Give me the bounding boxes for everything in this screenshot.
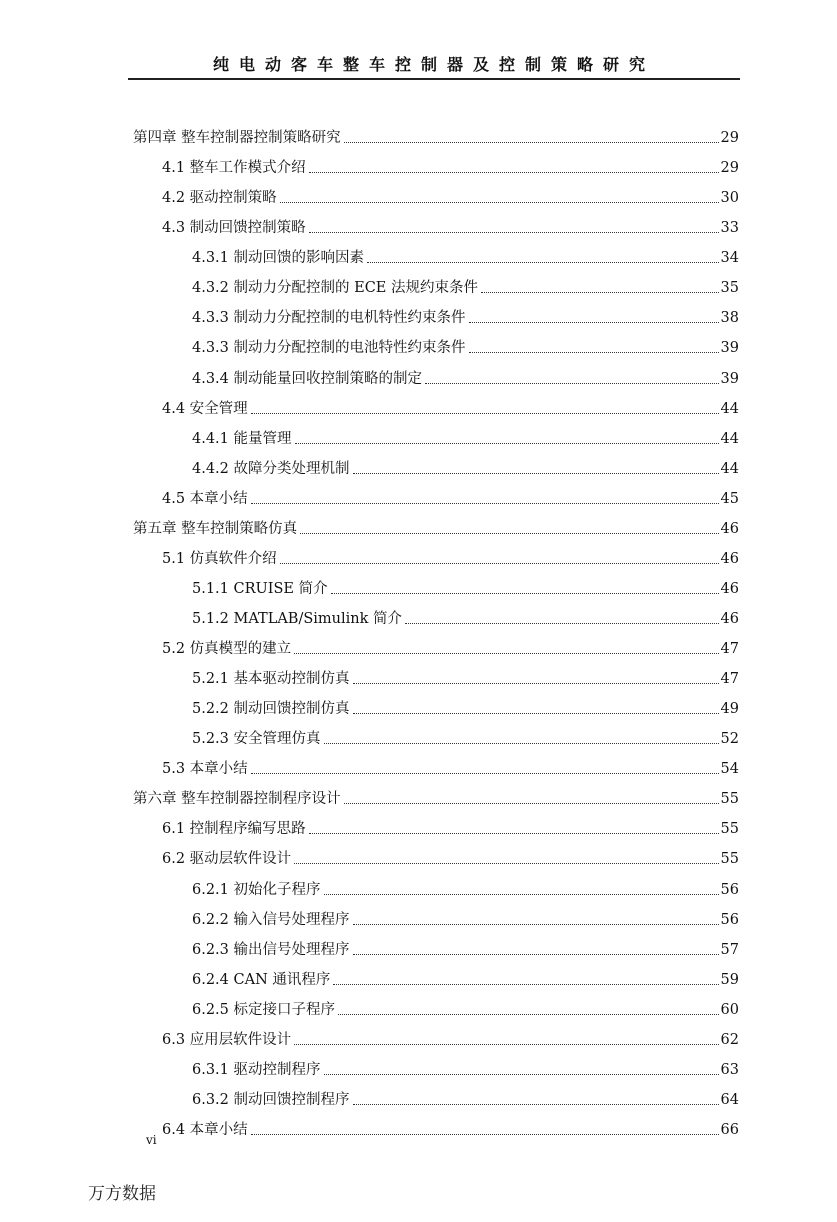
toc-leader-dots xyxy=(353,472,719,474)
toc-entry[interactable] xyxy=(192,273,739,297)
toc-entry-page: 34 xyxy=(720,250,739,267)
toc-leader-dots xyxy=(251,502,719,504)
toc-entry-label: 第四章 整车控制器控制策略研究 xyxy=(133,130,341,146)
toc-entry-label: 6.4 本章小结 xyxy=(162,1122,248,1138)
toc-entry-label: 5.3 本章小结 xyxy=(162,761,248,778)
toc-leader-dots xyxy=(280,201,719,203)
toc-entry-page: 44 xyxy=(720,460,739,477)
toc-entry-page: 64 xyxy=(720,1091,739,1108)
toc-entry-page: 45 xyxy=(720,490,739,507)
toc-entry[interactable] xyxy=(162,1025,739,1049)
toc-entry-page: 35 xyxy=(720,280,739,297)
toc-entry[interactable] xyxy=(192,364,739,388)
toc-leader-dots xyxy=(353,682,719,684)
toc-entry-label: 4.4.1 能量管理 xyxy=(192,430,292,447)
toc-entry[interactable] xyxy=(192,694,739,718)
toc-entry-page: 60 xyxy=(720,1001,739,1018)
page-number: vi xyxy=(146,1133,157,1147)
toc-entry-label: 6.3.1 驱动控制程序 xyxy=(192,1061,321,1078)
toc-entry[interactable] xyxy=(162,394,739,418)
toc-entry[interactable] xyxy=(192,905,739,929)
toc-entry-page: 33 xyxy=(720,220,739,237)
toc-entry-page: 29 xyxy=(720,130,739,146)
toc-leader-dots xyxy=(324,742,719,744)
toc-entry[interactable] xyxy=(192,965,739,989)
toc-entry-page: 55 xyxy=(720,851,739,868)
toc-entry[interactable] xyxy=(192,424,739,448)
toc-entry-page: 46 xyxy=(720,580,739,597)
toc-entry-label: 6.2.4 CAN 通讯程序 xyxy=(192,971,331,988)
toc-entry[interactable] xyxy=(192,574,739,598)
toc-entry-page: 39 xyxy=(720,370,739,387)
toc-entry-label: 6.2.2 输入信号处理程序 xyxy=(192,911,350,928)
toc-entry[interactable] xyxy=(192,454,739,478)
toc-entry[interactable] xyxy=(192,875,739,899)
toc-entry[interactable] xyxy=(162,183,739,207)
toc-entry[interactable] xyxy=(162,213,739,237)
toc-leader-dots xyxy=(300,532,718,534)
toc-entry[interactable] xyxy=(192,243,739,267)
toc-leader-dots xyxy=(324,893,719,895)
toc-leader-dots xyxy=(309,832,719,834)
toc-entry-page: 46 xyxy=(720,550,739,567)
toc-entry-label: 5.1.1 CRUISE 简介 xyxy=(192,580,328,597)
toc-entry[interactable] xyxy=(162,844,739,868)
toc-entry[interactable] xyxy=(192,995,739,1019)
toc-entry-page: 47 xyxy=(720,641,739,657)
toc-entry-page: 38 xyxy=(720,310,739,327)
toc-entry[interactable] xyxy=(133,784,739,808)
toc-leader-dots xyxy=(344,802,719,804)
toc-leader-dots xyxy=(353,953,719,955)
toc-entry[interactable] xyxy=(192,664,739,688)
toc-entry-label: 6.3.2 制动回馈控制程序 xyxy=(192,1091,350,1108)
toc-entry-label: 6.2 驱动层软件设计 xyxy=(162,851,292,868)
toc-leader-dots xyxy=(333,983,718,985)
toc-leader-dots xyxy=(294,652,718,654)
toc-entry-label: 第五章 整车控制策略仿真 xyxy=(133,520,298,537)
toc-entry-label: 5.2.2 制动回馈控制仿真 xyxy=(192,701,350,718)
toc-leader-dots xyxy=(353,923,719,925)
toc-entry-label: 4.3 制动回馈控制策略 xyxy=(162,220,306,237)
toc-leader-dots xyxy=(294,1043,718,1045)
toc-entry-page: 49 xyxy=(720,701,739,718)
toc-entry-label: 4.1 整车工作模式介绍 xyxy=(162,160,306,177)
toc-leader-dots xyxy=(481,291,719,293)
toc-leader-dots xyxy=(425,382,719,384)
toc-entry-page: 47 xyxy=(720,671,739,688)
toc-leader-dots xyxy=(469,321,719,323)
toc-leader-dots xyxy=(309,231,719,233)
toc-leader-dots xyxy=(294,862,718,864)
toc-entry-page: 59 xyxy=(720,971,739,988)
toc-entry-label: 4.3.2 制动力分配控制的 ECE 法规约束条件 xyxy=(192,280,478,297)
toc-leader-dots xyxy=(331,592,719,594)
toc-leader-dots xyxy=(469,351,719,353)
toc-entry[interactable] xyxy=(162,1115,739,1139)
toc-entry-page: 39 xyxy=(720,340,739,357)
toc-leader-dots xyxy=(295,442,719,444)
toc-entry-label: 4.4 安全管理 xyxy=(162,400,248,417)
toc-entry[interactable] xyxy=(162,814,739,838)
toc-entry-page: 29 xyxy=(720,160,739,177)
toc-leader-dots xyxy=(280,562,719,564)
toc-entry[interactable] xyxy=(162,754,739,778)
toc-entry-label: 6.2.3 输出信号处理程序 xyxy=(192,941,350,958)
toc-entry-page: 46 xyxy=(720,611,739,627)
toc-leader-dots xyxy=(353,1103,719,1105)
toc-entry[interactable] xyxy=(162,544,739,568)
toc-entry-label: 6.2.1 初始化子程序 xyxy=(192,881,321,898)
toc-entry-label: 5.2.3 安全管理仿真 xyxy=(192,731,321,748)
toc-entry-page: 63 xyxy=(720,1061,739,1078)
toc-entry-page: 52 xyxy=(720,731,739,748)
toc-entry-page: 55 xyxy=(720,821,739,838)
toc-entry-label: 4.3.3 制动力分配控制的电池特性约束条件 xyxy=(192,340,466,357)
toc-leader-dots xyxy=(338,1013,719,1015)
toc-leader-dots xyxy=(324,1073,719,1075)
toc-entry-page: 44 xyxy=(720,430,739,447)
toc-entry-label: 4.3.3 制动力分配控制的电机特性约束条件 xyxy=(192,310,466,327)
toc-entry-label: 4.3.1 制动回馈的影响因素 xyxy=(192,250,365,267)
toc-entry-page: 55 xyxy=(720,791,739,808)
toc-entry[interactable] xyxy=(133,123,739,147)
toc-entry[interactable] xyxy=(162,484,739,508)
toc-leader-dots xyxy=(344,141,719,143)
toc-leader-dots xyxy=(251,772,719,774)
toc-entry-page: 46 xyxy=(720,520,739,537)
toc-entry-label: 5.1 仿真软件介绍 xyxy=(162,550,277,567)
toc-entry[interactable] xyxy=(192,935,739,959)
running-header: 纯电动客车整车控制器及控制策略研究 xyxy=(212,55,655,74)
toc-entry-label: 5.2 仿真模型的建立 xyxy=(162,641,292,657)
toc-entry-page: 30 xyxy=(720,190,739,207)
toc-entry-page: 54 xyxy=(720,761,739,778)
toc-entry-label: 5.2.1 基本驱动控制仿真 xyxy=(192,671,350,688)
toc-leader-dots xyxy=(251,1133,719,1135)
toc-entry-label: 第六章 整车控制器控制程序设计 xyxy=(133,791,341,808)
toc-entry[interactable] xyxy=(192,604,739,628)
watermark-text: 万方数据 xyxy=(88,1184,156,1204)
toc-entry-page: 66 xyxy=(720,1122,739,1138)
toc-entry[interactable] xyxy=(162,634,739,658)
toc-entry[interactable] xyxy=(192,333,739,357)
toc-entry-label: 4.3.4 制动能量回收控制策略的制定 xyxy=(192,370,423,387)
toc-entry-label: 4.4.2 故障分类处理机制 xyxy=(192,460,350,477)
toc-entry-label: 6.3 应用层软件设计 xyxy=(162,1031,292,1048)
toc-leader-dots xyxy=(405,622,719,624)
toc-entry[interactable] xyxy=(192,303,739,327)
toc-entry-label: 6.1 控制程序编写思路 xyxy=(162,821,306,838)
toc-leader-dots xyxy=(251,412,719,414)
toc-leader-dots xyxy=(309,171,719,173)
toc-entry-label: 4.5 本章小结 xyxy=(162,490,248,507)
toc-entry-page: 62 xyxy=(720,1031,739,1048)
toc-entry-page: 56 xyxy=(720,911,739,928)
toc-entry-page: 56 xyxy=(720,881,739,898)
toc-leader-dots xyxy=(353,712,719,714)
toc-entry[interactable] xyxy=(192,1055,739,1079)
toc-entry[interactable] xyxy=(133,514,739,538)
toc-entry-page: 57 xyxy=(720,941,739,958)
toc-leader-dots xyxy=(367,261,719,263)
toc-entry[interactable] xyxy=(192,724,739,748)
toc-entry-label: 5.1.2 MATLAB/Simulink 简介 xyxy=(192,611,403,627)
toc-entry-page: 44 xyxy=(720,400,739,417)
toc-entry-label: 6.2.5 标定接口子程序 xyxy=(192,1001,336,1018)
toc-entry[interactable] xyxy=(192,1085,739,1109)
toc-entry-label: 4.2 驱动控制策略 xyxy=(162,190,277,207)
toc-entry[interactable] xyxy=(162,153,739,177)
